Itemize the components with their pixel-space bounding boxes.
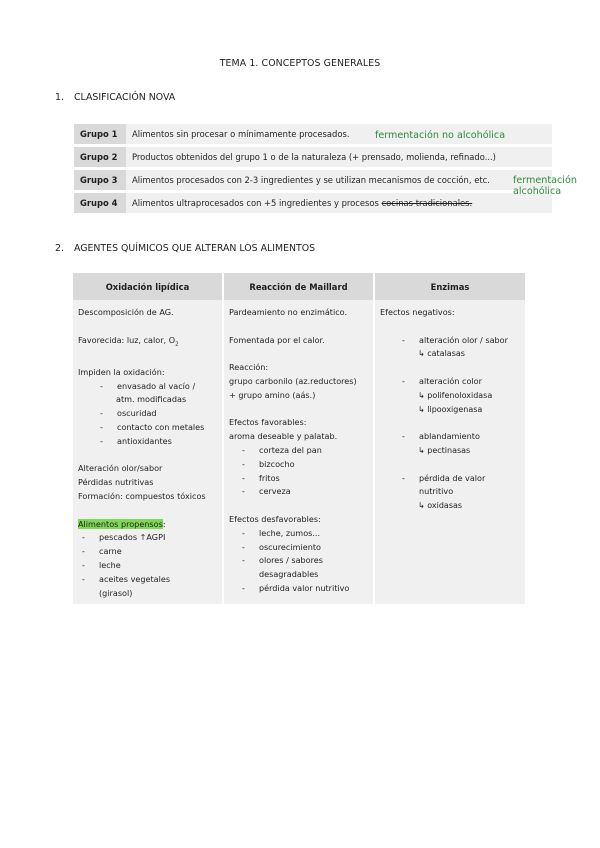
- list-item: - pescados ↑AGPI: [82, 531, 218, 545]
- section-1-heading: [55, 92, 175, 103]
- list-item: - pérdida de valor: [402, 472, 521, 486]
- section-number: 2.: [55, 243, 64, 254]
- text-line: Formación: compuestos tóxicos: [78, 490, 206, 501]
- list-item: - olores / sabores: [242, 554, 369, 568]
- table-row: [74, 147, 552, 167]
- list-item: - bizcocho: [242, 458, 369, 472]
- handwritten-note-1: fermentación no alcohólica: [375, 130, 506, 141]
- sub-item: ↳ polifenoloxidasa: [418, 390, 493, 400]
- group-description: Alimentos procesados con 2-3 ingredientes y se utilizan mecanismos de cocción, etc.: [126, 170, 552, 190]
- group-description: Productos obtenidos del grupo 1 o de la naturaleza (+ prensado, molienda, refinado...): [126, 147, 552, 167]
- column-header: Enzimas: [374, 273, 525, 300]
- note-line: fermentación: [513, 175, 577, 186]
- subscript: 2: [175, 341, 179, 348]
- text-line: Efectos desfavorables:: [229, 513, 321, 524]
- group-label: Grupo 4: [74, 193, 126, 213]
- list-item: - ablandamiento: [402, 430, 521, 444]
- list-item: - pérdida valor nutritivo: [242, 582, 369, 596]
- handwritten-note-2: [513, 175, 593, 197]
- list-item: - aceites vegetales: [82, 573, 218, 587]
- group-label: Grupo 2: [74, 147, 126, 167]
- oxidation-cell: [73, 300, 223, 604]
- table-row: [73, 300, 525, 604]
- sub-item: ↳ catalasas: [418, 349, 465, 359]
- enzymes-cell: [374, 300, 525, 604]
- list-item-continued: (girasol): [99, 587, 133, 598]
- text-line: grupo carbonilo (az.reductores): [229, 375, 357, 386]
- section-2-heading: [55, 243, 315, 254]
- list-item: - carne: [82, 545, 218, 559]
- text-line: Pérdidas nutritivas: [78, 477, 154, 488]
- column-header: Oxidación lipídica: [73, 273, 223, 300]
- list-item: - oscurecimiento: [242, 541, 369, 555]
- text-line: Impiden la oxidación:: [78, 366, 165, 377]
- group-description: [126, 193, 552, 213]
- list-item: - cerveza: [242, 485, 369, 499]
- table-row: [74, 193, 552, 213]
- text-line: + grupo amino (aás.): [229, 389, 316, 400]
- text-line: [78, 334, 218, 352]
- section-title: CLASIFICACIÓN NOVA: [73, 92, 176, 103]
- maillard-cell: [223, 300, 374, 604]
- agents-table: [73, 273, 525, 604]
- text-line: Efectos favorables:: [229, 417, 307, 428]
- list-item: - leche: [82, 559, 218, 573]
- text-line: [78, 518, 218, 532]
- text-line: Pardeamiento no enzimático.: [229, 307, 348, 317]
- list-item-continued: atm. modificadas: [116, 394, 187, 405]
- text-fragment: Favorecida: luz, calor, O: [78, 334, 176, 345]
- text-line: Descomposición de AG.: [78, 307, 174, 317]
- list-item: - alteración olor / sabor: [402, 334, 521, 348]
- list-item: - antioxidantes: [100, 435, 218, 449]
- list-item-continued: nutritivo: [419, 486, 454, 497]
- group-label: Grupo 3: [74, 170, 126, 190]
- highlighted-text: Alimentos propensos: [78, 518, 163, 529]
- sub-item: ↳ lipooxigenasa: [418, 404, 483, 414]
- list-item: - alteración color: [402, 375, 521, 389]
- group-description-text: Alimentos ultraprocesados con +5 ingredientes y procesos: [132, 198, 382, 208]
- text-line: Reacción:: [229, 362, 269, 373]
- section-title: AGENTES QUÍMICOS QUE ALTERAN LOS ALIMENTOS: [73, 243, 316, 254]
- text-line: Fomentada por el calor.: [229, 334, 325, 345]
- struck-text: cocinas tradicionales.: [381, 198, 473, 208]
- text-line: Alteración olor/sabor: [78, 463, 163, 474]
- text-line: Efectos negativos:: [380, 307, 455, 317]
- list-item: - oscuridad: [100, 407, 218, 421]
- sub-item: ↳ oxidasas: [418, 501, 463, 511]
- list-item: - fritos: [242, 472, 369, 486]
- list-item: - corteza del pan: [242, 444, 369, 458]
- list-item: - leche, zumos...: [242, 527, 369, 541]
- list-item: - contacto con metales: [100, 421, 218, 435]
- table-row: [74, 170, 552, 190]
- group-description: Alimentos sin procesar o mínimamente procesados.: [126, 124, 552, 144]
- sub-item: ↳ pectinasas: [418, 445, 471, 455]
- text-fragment: :: [162, 518, 166, 529]
- column-header: Reacción de Maillard: [223, 273, 374, 300]
- group-label: Grupo 1: [74, 124, 126, 144]
- list-item: - envasado al vacío /: [100, 380, 218, 394]
- section-number: 1.: [55, 92, 64, 103]
- list-item-continued: desagradables: [259, 569, 319, 580]
- note-line: alcohólica: [513, 186, 562, 197]
- text-line: aroma deseable y palatab.: [229, 431, 338, 442]
- page-title: TEMA 1. CONCEPTOS GENERALES: [219, 58, 381, 69]
- table-header-row: [73, 273, 525, 300]
